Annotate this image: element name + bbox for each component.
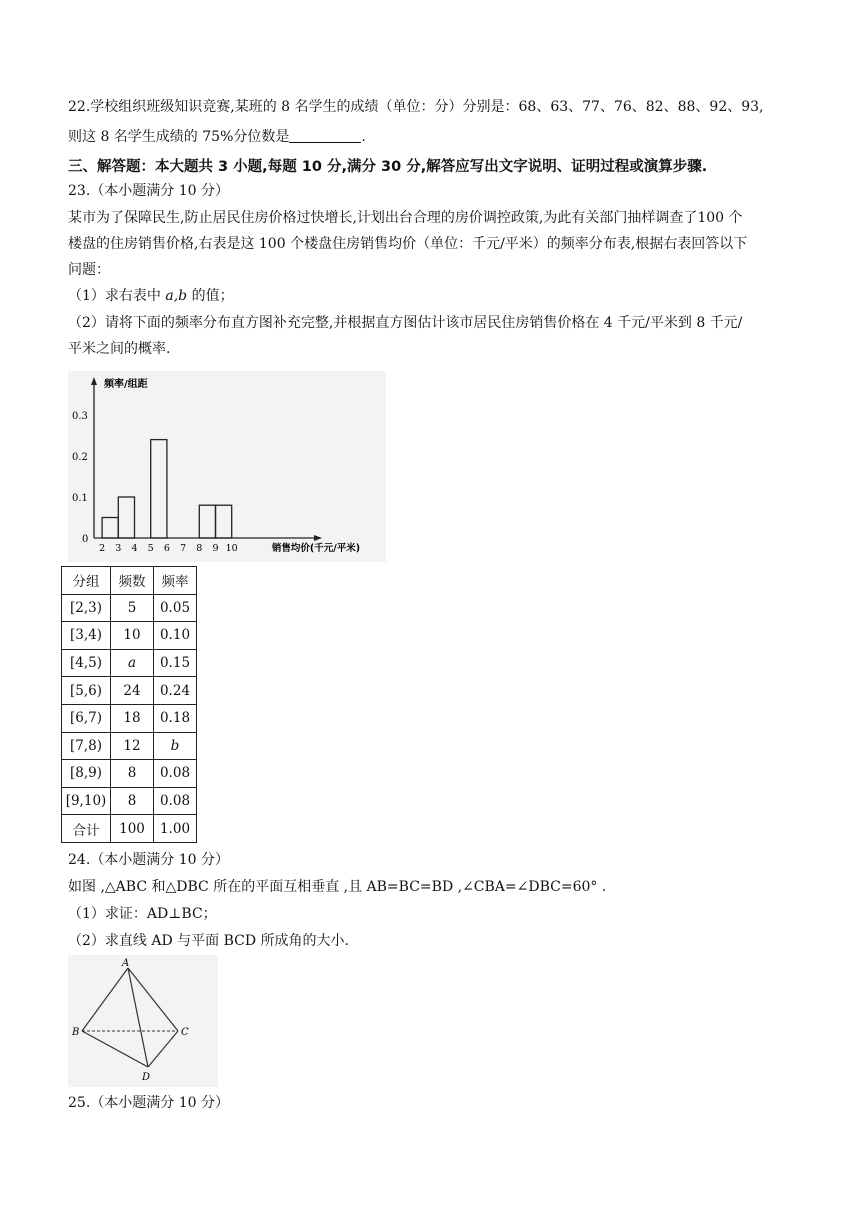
x-tick-label: 2 (99, 543, 106, 554)
table-cell: [5,6) (62, 677, 111, 705)
table-header-cell: 频率 (154, 567, 197, 595)
x-tick-label: 9 (212, 543, 219, 554)
table-cell: 12 (111, 732, 154, 760)
tetrahedron-figure (68, 955, 218, 1087)
vertex-label-a: A (122, 958, 130, 969)
y-tick-label: 0.3 (72, 411, 88, 422)
y-axis-arrow (91, 377, 97, 385)
table-row (62, 649, 197, 677)
q23-part1 (68, 286, 234, 306)
answer-blank[interactable] (289, 128, 361, 143)
table-cell: [7,8) (62, 732, 111, 760)
table-cell: a (111, 649, 154, 677)
vertex-label-b: B (72, 1027, 80, 1038)
q24-part1: （1）求证：AD⊥BC； (68, 906, 217, 922)
table-cell: 8 (111, 760, 154, 788)
edge-bd (82, 1031, 148, 1067)
x-tick-label: 7 (180, 543, 187, 554)
edge-ad (128, 968, 148, 1067)
histogram-bar (199, 505, 215, 538)
q23-title: 23.（本小题满分 10 分） (68, 183, 229, 199)
q22-line1: 22.学校组织班级知识竞赛,某班的 8 名学生的成绩（单位：分）分别是：68、63、77、76、82、88、92、93, (68, 99, 764, 115)
q23-part1-vars: a,b (165, 288, 188, 304)
q23-body-line1: 某市为了保障民生,防止居民住房价格过快增长,计划出台合理的房价调控政策,为此有关部门抽样调查了100 个 (68, 210, 743, 226)
y-tick-label: 0.2 (72, 452, 88, 463)
x-tick-label: 6 (163, 543, 170, 554)
edge-cd (148, 1031, 178, 1067)
table-cell: 0.10 (154, 622, 197, 650)
table-row (62, 787, 197, 815)
table-header-cell: 分组 (62, 567, 111, 595)
table-cell: [3,4) (62, 622, 111, 650)
table-row (62, 677, 197, 705)
vertex-label-d: D (142, 1072, 151, 1083)
table-cell: 5 (111, 594, 154, 622)
q23-body-line2: 楼盘的住房销售价格,右表是这 100 个楼盘住房销售均价（单位：千元/平米）的频率分布表,根据右表回答以下 (68, 236, 748, 252)
q24-statement: 如图 ,△ABC 和△DBC 所在的平面互相垂直 ,且 AB=BC=BD ,∠CBA=∠DBC=60° . (68, 879, 607, 895)
edge-ac (128, 968, 178, 1031)
table-cell: 0.08 (154, 760, 197, 788)
histogram-bar (102, 518, 118, 539)
section-heading: 三、解答题：本大题共 3 小题,每题 10 分,满分 30 分,解答应写出文字说明、证明过程或演算步骤. (68, 159, 708, 175)
table-cell: 0.15 (154, 649, 197, 677)
q24-title: 24.（本小题满分 10 分） (68, 852, 229, 868)
q22-period: . (361, 129, 366, 145)
q23-part1-end: 的值； (187, 288, 234, 304)
x-tick-label: 3 (115, 543, 122, 554)
table-header-cell: 频数 (111, 567, 154, 595)
table-cell: 24 (111, 677, 154, 705)
table-cell: [4,5) (62, 649, 111, 677)
q23-part1-text: （1）求右表中 (68, 288, 166, 304)
y-axis-label: 频率/组距 (104, 379, 148, 390)
table-cell: 18 (111, 704, 154, 732)
table-cell: 8 (111, 787, 154, 815)
table-cell: b (154, 732, 197, 760)
table-cell: 合计 (62, 815, 111, 843)
origin-label: 0 (82, 534, 89, 545)
table-row (62, 622, 197, 650)
histogram-bar (151, 440, 167, 538)
table-row (62, 594, 197, 622)
q23-body-line3: 问题： (68, 262, 110, 278)
x-tick-label: 4 (131, 543, 138, 554)
histogram-bar (216, 505, 232, 538)
q24-part2: （2）求直线 AD 与平面 BCD 所成角的大小. (68, 933, 349, 949)
q23-part2-line1: （2）请将下面的频率分布直方图补充完整,并根据直方图估计该市居民住房销售价格在 4 千元/平米到 8 千元/ (68, 315, 743, 331)
q23-part2-line2: 平米之间的概率. (68, 341, 171, 357)
x-axis-arrow (314, 535, 322, 541)
x-tick-label: 10 (225, 543, 238, 554)
edge-ab (82, 968, 128, 1031)
table-row (62, 815, 197, 843)
table-cell: 0.08 (154, 787, 197, 815)
x-tick-label: 5 (147, 543, 154, 554)
vertex-label-c: C (181, 1027, 189, 1038)
table-header-row (62, 567, 197, 595)
x-axis-label: 销售均价(千元/平米) (271, 543, 361, 554)
table-cell: [9,10) (62, 787, 111, 815)
histogram-bar (118, 497, 134, 538)
table-row (62, 732, 197, 760)
table-cell: [2,3) (62, 594, 111, 622)
table-row (62, 760, 197, 788)
table-row (62, 704, 197, 732)
frequency-table (61, 566, 197, 843)
q22-line2 (68, 127, 366, 147)
table-cell: [6,7) (62, 704, 111, 732)
histogram-figure (68, 371, 386, 562)
y-tick-label: 0.1 (72, 493, 88, 504)
x-tick-label: 8 (196, 543, 203, 554)
table-cell: 10 (111, 622, 154, 650)
table-cell: 1.00 (154, 815, 197, 843)
q22-line2-text: 则这 8 名学生成绩的 75%分位数是 (68, 129, 290, 145)
tetrahedron-diagram (68, 955, 218, 1087)
table-cell: 0.24 (154, 677, 197, 705)
histogram-chart (68, 371, 386, 562)
table-cell: 0.18 (154, 704, 197, 732)
table-cell: 100 (111, 815, 154, 843)
q25-title: 25.（本小题满分 10 分） (68, 1095, 229, 1111)
table-cell: [8,9) (62, 760, 111, 788)
table-cell: 0.05 (154, 594, 197, 622)
